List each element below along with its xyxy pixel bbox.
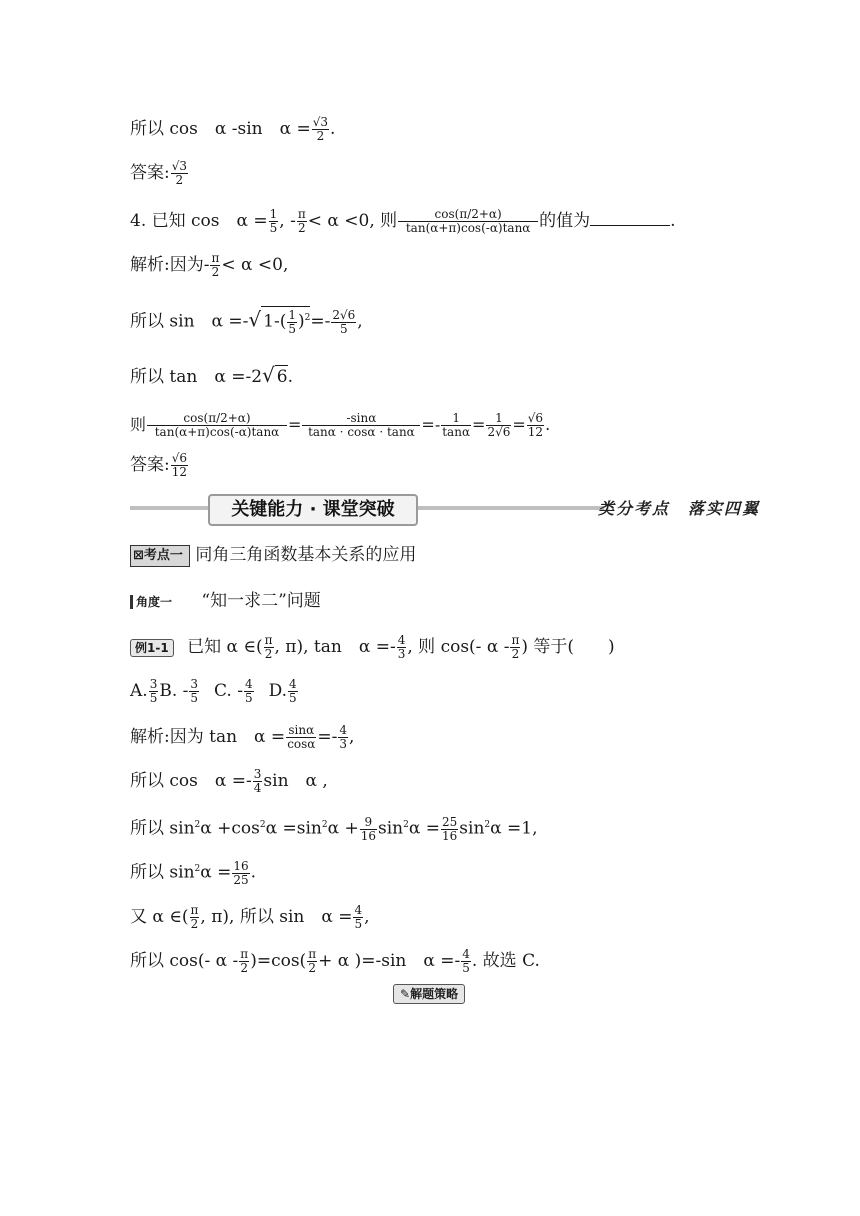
text: , - (279, 211, 296, 231)
option-c-label: C. - (214, 681, 243, 701)
exponent: 2 (259, 820, 266, 830)
strategy-badge (393, 984, 465, 1004)
solution-line (130, 724, 354, 751)
numerator: 3 (190, 677, 199, 691)
text: , π), tan α =- (274, 637, 396, 657)
section-title: 关键能力 · 课堂突破 (208, 494, 418, 526)
text: 1-( (263, 311, 287, 332)
fraction (287, 309, 297, 336)
fraction (331, 309, 356, 336)
text: sin (459, 818, 485, 839)
numerator: 4 (462, 947, 470, 961)
fraction (190, 904, 200, 931)
section-motto: 类分考点 落实四翼 (597, 499, 760, 518)
fraction (239, 948, 249, 975)
fraction (441, 412, 471, 439)
numerator: π (211, 251, 220, 265)
denominator: 5 (190, 691, 199, 705)
text: . (330, 119, 336, 139)
denominator: 5 (354, 917, 363, 931)
text: 已知 α ∈( (187, 637, 263, 657)
fraction (189, 678, 199, 705)
text: 4. 已知 cos α = (130, 211, 268, 231)
option-b-label: B. - (159, 681, 189, 701)
text: ) (297, 311, 305, 332)
fraction (302, 412, 420, 439)
denominator: tan(α+π)cos(-α)tanα (154, 425, 280, 439)
denominator: 2 (240, 961, 249, 975)
text: sin α , (263, 771, 328, 791)
denominator: 5 (462, 961, 470, 975)
answer-blank (590, 211, 670, 226)
text: =- (317, 727, 338, 747)
text: =- (310, 311, 331, 332)
denominator: 3 (397, 647, 406, 661)
denominator: 5 (288, 321, 296, 336)
text: . 故选 C. (471, 951, 540, 971)
example-tag: 例1-1 (130, 639, 174, 657)
text: , (364, 907, 370, 927)
text: 又 α ∈( (130, 907, 189, 927)
denominator: 2 (175, 173, 184, 187)
fraction (486, 412, 511, 439)
option-d-label: D. (268, 681, 288, 701)
fraction (398, 208, 538, 235)
solution-line (130, 948, 540, 975)
numerator: -sinα (302, 412, 420, 426)
text: α =sin (265, 818, 322, 839)
fraction (147, 412, 287, 439)
numerator: 1 (441, 412, 471, 426)
denominator: 16 (360, 828, 376, 843)
numerator: 4 (339, 723, 348, 737)
text: α = (200, 862, 232, 883)
fraction (149, 678, 159, 705)
angle-heading (130, 590, 321, 613)
fraction (338, 724, 348, 751)
topic-title: 同角三角函数基本关系的应用 (195, 545, 417, 565)
text: = (472, 415, 486, 434)
text: 解析:因为- (130, 255, 210, 275)
numerator: 2√6 (332, 307, 356, 322)
topic-tag (130, 545, 190, 567)
denominator: 2 (511, 647, 520, 661)
denominator: tan(α+π)cos(-α)tanα (405, 221, 531, 235)
denominator: 16 (442, 828, 458, 843)
numerator: π (511, 633, 520, 647)
numerator: 4 (289, 677, 297, 691)
pencil-icon: ✎ (400, 987, 411, 1001)
numerator: √6 (527, 411, 544, 425)
example-1-1 (130, 634, 615, 661)
denominator: tanα · cosα · tanα (308, 425, 415, 439)
fraction (312, 116, 329, 143)
numerator: √6 (171, 451, 188, 465)
numerator: 16 (233, 858, 249, 873)
solution-line (130, 814, 538, 843)
text: . (287, 367, 293, 387)
option-a-label: A. (130, 681, 148, 701)
text-line (130, 116, 335, 143)
text: . (670, 211, 676, 231)
solution-line (130, 768, 328, 795)
denominator: 2√6 (487, 425, 511, 439)
fraction (353, 904, 363, 931)
solution-line (130, 364, 293, 388)
fraction (210, 252, 220, 279)
fraction (307, 948, 317, 975)
numerator: 1 (269, 207, 278, 221)
text: 解析:因为 tan α = (130, 727, 286, 747)
text: + α )=-sin α =- (318, 951, 461, 971)
denominator: 2 (316, 129, 325, 143)
fraction (297, 208, 307, 235)
numerator: 3 (253, 767, 262, 781)
topic-heading (130, 544, 416, 567)
denominator: 2 (297, 221, 306, 235)
solution-line (130, 306, 363, 336)
fraction (360, 816, 377, 843)
text: = (512, 415, 526, 434)
text: α =1, (490, 818, 538, 839)
numerator: √3 (312, 115, 329, 129)
text: 所以 tan α =-2 (130, 367, 263, 387)
fraction (288, 678, 298, 705)
text: ) 等于( ) (521, 637, 615, 657)
divider (414, 506, 604, 510)
numerator: π (264, 633, 273, 647)
text: )=cos( (250, 951, 307, 971)
text: α +cos (200, 818, 260, 839)
numerator: 1 (288, 307, 296, 322)
denominator: 2 (264, 647, 273, 661)
radical-sign: √ (262, 363, 275, 387)
fraction (397, 634, 407, 661)
exponent: 2 (484, 820, 491, 830)
radicand: 6 (276, 367, 288, 387)
numerator: cos(π/2+α) (398, 208, 538, 222)
numerator: cos(π/2+α) (147, 412, 287, 426)
denominator: 5 (149, 691, 158, 705)
text: , π), 所以 sin α = (200, 907, 353, 927)
choices (130, 678, 299, 705)
numerator: π (190, 903, 199, 917)
denominator: 2 (308, 961, 316, 975)
numerator: 25 (442, 814, 458, 829)
solution-line (130, 252, 288, 279)
denominator: 25 (233, 872, 249, 887)
answer-line (130, 452, 189, 479)
text: α = (408, 818, 440, 839)
text: = (288, 415, 302, 434)
text: 的值为 (539, 211, 591, 231)
denominator: 5 (340, 321, 348, 336)
text: , (357, 311, 363, 332)
denominator: 5 (244, 691, 253, 705)
section-header (130, 494, 760, 524)
text: < α <0, 则 (307, 211, 398, 231)
denominator: 5 (289, 691, 297, 705)
text: α + (327, 818, 359, 839)
text: , (349, 727, 355, 747)
text: 所以 cos α =- (130, 771, 252, 791)
fraction (461, 948, 471, 975)
fraction (253, 768, 263, 795)
numerator: 9 (360, 816, 377, 830)
exponent: 2 (194, 820, 201, 830)
radical-sign: √ (248, 307, 262, 332)
fraction (269, 208, 279, 235)
fraction (527, 412, 544, 439)
solution-line (130, 412, 550, 439)
solution-line (130, 904, 370, 931)
strategy-label: 解题策略 (410, 987, 459, 1001)
fraction (264, 634, 274, 661)
text: =- (421, 415, 441, 434)
numerator: 4 (354, 903, 363, 917)
denominator: tanα (442, 425, 471, 439)
grid-icon: ⊠ (133, 547, 144, 563)
fraction (244, 678, 254, 705)
text: 所以 cos(- α - (130, 951, 239, 971)
text: 所以 sin α =- (130, 311, 249, 332)
question-4 (130, 208, 676, 235)
text: < α <0, (221, 255, 289, 275)
solution-line (130, 858, 256, 887)
fraction (171, 160, 188, 187)
fraction (171, 452, 188, 479)
text: 所以 cos α -sin α = (130, 119, 311, 139)
fraction (441, 816, 458, 843)
exponent: 2 (194, 864, 201, 874)
fraction (232, 860, 249, 887)
numerator: π (297, 207, 306, 221)
text: 所以 sin (130, 818, 195, 839)
angle-title: “知一求二”问题 (201, 591, 321, 611)
text: , 则 cos(- α - (407, 637, 510, 657)
denominator: cosα (287, 737, 316, 751)
text: sin (378, 818, 404, 839)
exponent: 2 (304, 313, 311, 323)
denominator: 2 (190, 917, 199, 931)
denominator: 3 (339, 737, 348, 751)
radicand (261, 306, 310, 336)
numerator: 1 (486, 412, 511, 426)
fraction (510, 634, 520, 661)
denominator: 4 (253, 781, 262, 795)
denominator: 5 (269, 221, 278, 235)
topic-tag-label: 考点一 (143, 547, 183, 563)
text: 所以 sin (130, 862, 195, 883)
denominator: 2 (211, 265, 220, 279)
numerator: π (240, 947, 249, 961)
denominator: 12 (171, 465, 188, 479)
denominator: 12 (527, 425, 544, 439)
numerator: π (308, 947, 317, 961)
exponent: 2 (403, 820, 409, 830)
numerator: 3 (149, 677, 158, 691)
numerator: √3 (171, 159, 188, 173)
answer-line (130, 160, 189, 187)
numerator: 4 (244, 677, 253, 691)
numerator: 4 (397, 633, 406, 647)
fraction (286, 724, 316, 751)
exponent: 2 (321, 820, 328, 830)
answer-label: 答案: (130, 455, 170, 475)
angle-tag: 角度一 (130, 595, 172, 609)
numerator: sinα (286, 724, 316, 738)
text: . (545, 415, 551, 434)
text: 则 (130, 415, 147, 434)
text: . (250, 862, 257, 883)
divider (130, 506, 210, 510)
answer-label: 答案: (130, 163, 170, 183)
